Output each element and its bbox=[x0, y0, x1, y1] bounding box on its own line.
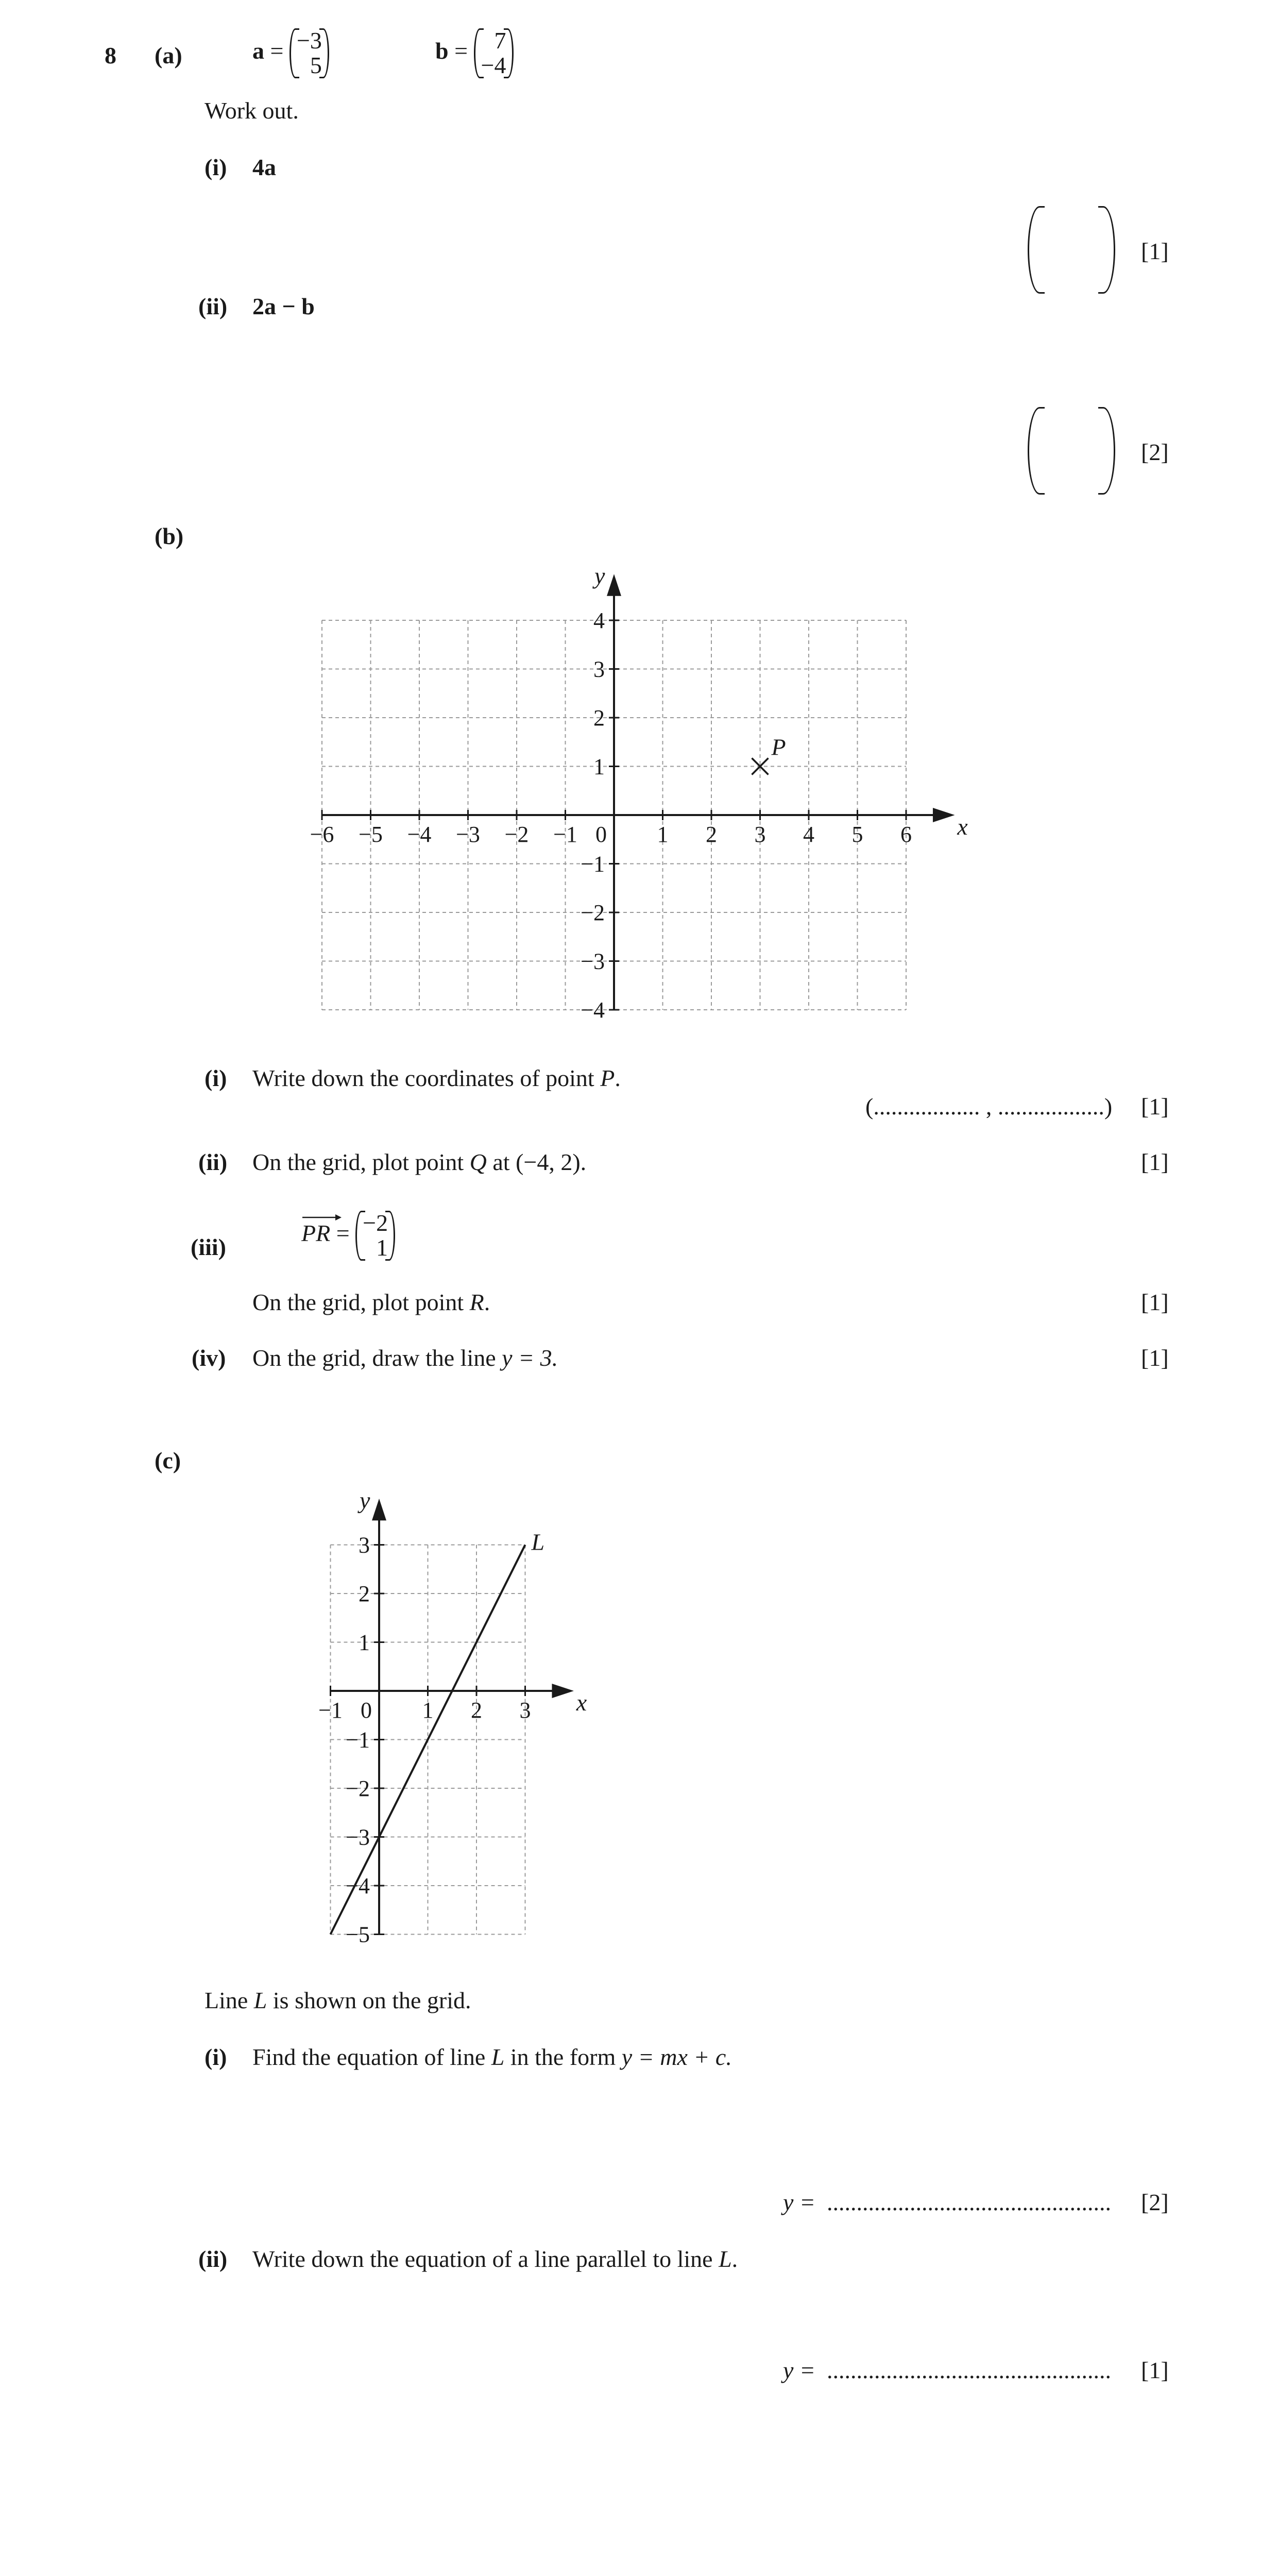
vector-pr-x: −2 bbox=[363, 1210, 388, 1236]
part-a-ii-marks: [2] bbox=[1141, 439, 1169, 465]
vector-b-x: 7 bbox=[494, 27, 506, 54]
part-b-iv-marks: [1] bbox=[1141, 1345, 1169, 1371]
grid-c-x-tick-label: 2 bbox=[471, 1698, 482, 1723]
part-a-label: (a) bbox=[155, 42, 182, 69]
part-b-iv-eq: y = 3. bbox=[502, 1345, 558, 1371]
grid-b-y-tick-label: 4 bbox=[593, 608, 605, 633]
part-b-iv-text: On the grid, draw the line bbox=[252, 1345, 502, 1371]
grid-b-y-tick-label: 1 bbox=[593, 754, 605, 779]
grid-c-y-tick-label: 2 bbox=[359, 1581, 370, 1606]
vector-b-definition: b = 7 −4 bbox=[435, 28, 514, 78]
grid-c-y-arrow-icon bbox=[372, 1499, 386, 1521]
part-a-instruction: Work out. bbox=[205, 97, 299, 124]
grid-c-x-tick-label: 3 bbox=[519, 1698, 531, 1723]
part-c-ii-var: L bbox=[719, 2246, 732, 2272]
part-b-i-text: Write down the coordinates of point bbox=[252, 1065, 601, 1091]
part-b-ii-var: Q bbox=[469, 1149, 487, 1175]
grid-b-x-tick-label: −4 bbox=[407, 822, 432, 847]
part-c-ii-text-a: Write down the equation of a line parallel to line bbox=[252, 2246, 719, 2272]
part-b-i-label: (i) bbox=[205, 1065, 227, 1091]
grid-c-y-axis-label: y bbox=[360, 1487, 370, 1514]
part-b-iii-text: On the grid, plot point bbox=[252, 1289, 470, 1315]
grid-c-y-tick-label: −2 bbox=[346, 1776, 370, 1801]
grid-b-x-tick-label: 4 bbox=[803, 822, 814, 847]
part-c-intro bbox=[205, 1989, 471, 2012]
vector-b-y: −4 bbox=[481, 52, 506, 79]
point-p-label: P bbox=[771, 734, 786, 760]
part-a-i-marks: [1] bbox=[1141, 238, 1169, 264]
part-c-i-answer-field[interactable]: ................................................ bbox=[827, 2189, 1111, 2215]
grid-b-y-tick-label: −4 bbox=[581, 997, 605, 1023]
grid-b-y-axis-label: y bbox=[594, 563, 605, 589]
grid-b-y-tick-label: −2 bbox=[581, 900, 605, 925]
grid-c-x-tick-label: 1 bbox=[422, 1698, 434, 1723]
grid-b-x-axis-label: x bbox=[957, 814, 968, 840]
part-c-i-marks: [2] bbox=[1141, 2189, 1169, 2215]
part-a-i-label: (i) bbox=[205, 154, 227, 180]
part-c-intro-var: L bbox=[253, 1987, 267, 2013]
part-b-ii-text: On the grid, plot point bbox=[252, 1149, 470, 1175]
grid-b-x-tick-label: 5 bbox=[851, 822, 863, 847]
vector-a-definition: a = −3 5 bbox=[252, 28, 329, 78]
part-c-i-var: L bbox=[491, 2044, 505, 2070]
part-b-iii-marks: [1] bbox=[1141, 1289, 1169, 1315]
part-a-i-expression: 4a bbox=[252, 154, 276, 180]
part-b-label: (b) bbox=[155, 523, 184, 549]
part-c-label: (c) bbox=[155, 1447, 181, 1473]
grid-c-x-axis-label: x bbox=[576, 1689, 587, 1716]
part-b-i-answer-field[interactable]: (.................. , ..................) bbox=[865, 1093, 1113, 1120]
part-a-ii-label: (ii) bbox=[198, 293, 228, 319]
part-c-i-question bbox=[252, 2045, 732, 2069]
grid-b-x-tick-label: −5 bbox=[359, 822, 383, 847]
part-b-iv-label: (iv) bbox=[192, 1345, 226, 1371]
vector-pr-definition: PR = −2 1 bbox=[301, 1211, 395, 1261]
grid-c-origin-label: 0 bbox=[361, 1698, 372, 1723]
grid-b-x-tick-label: −3 bbox=[456, 822, 480, 847]
vector-pr-name: PR bbox=[301, 1219, 331, 1246]
grid-b-x-tick-label: 1 bbox=[657, 822, 669, 847]
grid-b-y-tick-label: 3 bbox=[593, 656, 605, 682]
part-c-ii-answer-field[interactable]: ................................................ bbox=[827, 2357, 1111, 2383]
grid-b-y-tick-label: −1 bbox=[581, 851, 605, 877]
vector-pr-y: 1 bbox=[376, 1234, 388, 1261]
grid-c-y-tick-label: 1 bbox=[359, 1630, 370, 1655]
grid-b-x-tick-label: 2 bbox=[706, 822, 717, 847]
part-b-ii-marks: [1] bbox=[1141, 1149, 1169, 1175]
grid-c-y-tick-label: −4 bbox=[346, 1873, 370, 1899]
part-c-intro-b: is shown on the grid. bbox=[267, 1987, 471, 2013]
part-c-i-answer-prefix: y = bbox=[783, 2189, 815, 2215]
vector-a-name: a bbox=[252, 37, 264, 64]
grid-b-x-tick-label: −1 bbox=[553, 822, 577, 847]
grid-b-x-tick-label: 6 bbox=[900, 822, 912, 847]
vector-a-x: −3 bbox=[296, 27, 322, 54]
part-c-i-text-b: in the form bbox=[504, 2044, 622, 2070]
part-c-ii-question bbox=[252, 2247, 738, 2271]
part-b-iii-var: R bbox=[469, 1289, 484, 1315]
grid-c-y-tick-label: 3 bbox=[359, 1532, 370, 1558]
part-c-i-label: (i) bbox=[205, 2044, 227, 2070]
grid-c-y-tick-label: −1 bbox=[346, 1727, 370, 1753]
part-c-i-eq: y = mx + c. bbox=[621, 2044, 732, 2070]
grid-b-y-tick-label: 2 bbox=[593, 705, 605, 731]
grid-b-y-tick-label: −3 bbox=[581, 948, 605, 974]
part-b-i-marks: [1] bbox=[1141, 1093, 1169, 1120]
grid-c-y-tick-label: −3 bbox=[346, 1824, 370, 1850]
grid-c-x-tick-label: −1 bbox=[318, 1698, 343, 1723]
vector-b-name: b bbox=[435, 37, 449, 64]
line-l-label: L bbox=[531, 1529, 545, 1555]
grid-c-y-tick-label: −5 bbox=[346, 1922, 370, 1947]
part-c-ii-marks: [1] bbox=[1141, 2357, 1169, 2383]
part-c-ii-answer-prefix: y = bbox=[783, 2357, 815, 2383]
part-b-i-var: P bbox=[600, 1065, 615, 1091]
vector-a-y: 5 bbox=[310, 52, 322, 79]
part-b-iii-label: (iii) bbox=[191, 1234, 226, 1260]
grid-c-x-arrow-icon bbox=[552, 1684, 574, 1698]
grid-b-x-tick-label: −2 bbox=[504, 822, 529, 847]
grid-b-origin-label: 0 bbox=[595, 822, 607, 847]
grid-b-x-tick-label: −6 bbox=[310, 822, 334, 847]
part-c-ii-label: (ii) bbox=[198, 2246, 228, 2272]
part-b-i-question: Write down the coordinates of point P. bbox=[252, 1065, 621, 1091]
part-c-ii-text-b: . bbox=[731, 2246, 738, 2272]
part-b-ii-text-end: at (−4, 2). bbox=[486, 1149, 587, 1175]
grid-b-x-tick-label: 3 bbox=[754, 822, 766, 847]
question-number: 8 bbox=[105, 42, 116, 69]
part-c-intro-a: Line bbox=[205, 1987, 254, 2013]
part-c-i-text-a: Find the equation of line bbox=[252, 2044, 491, 2070]
part-b-iii-question: On the grid, plot point R. bbox=[252, 1289, 490, 1315]
part-b-ii-label: (ii) bbox=[198, 1149, 228, 1175]
part-a-ii-expression: 2a − b bbox=[252, 293, 315, 319]
